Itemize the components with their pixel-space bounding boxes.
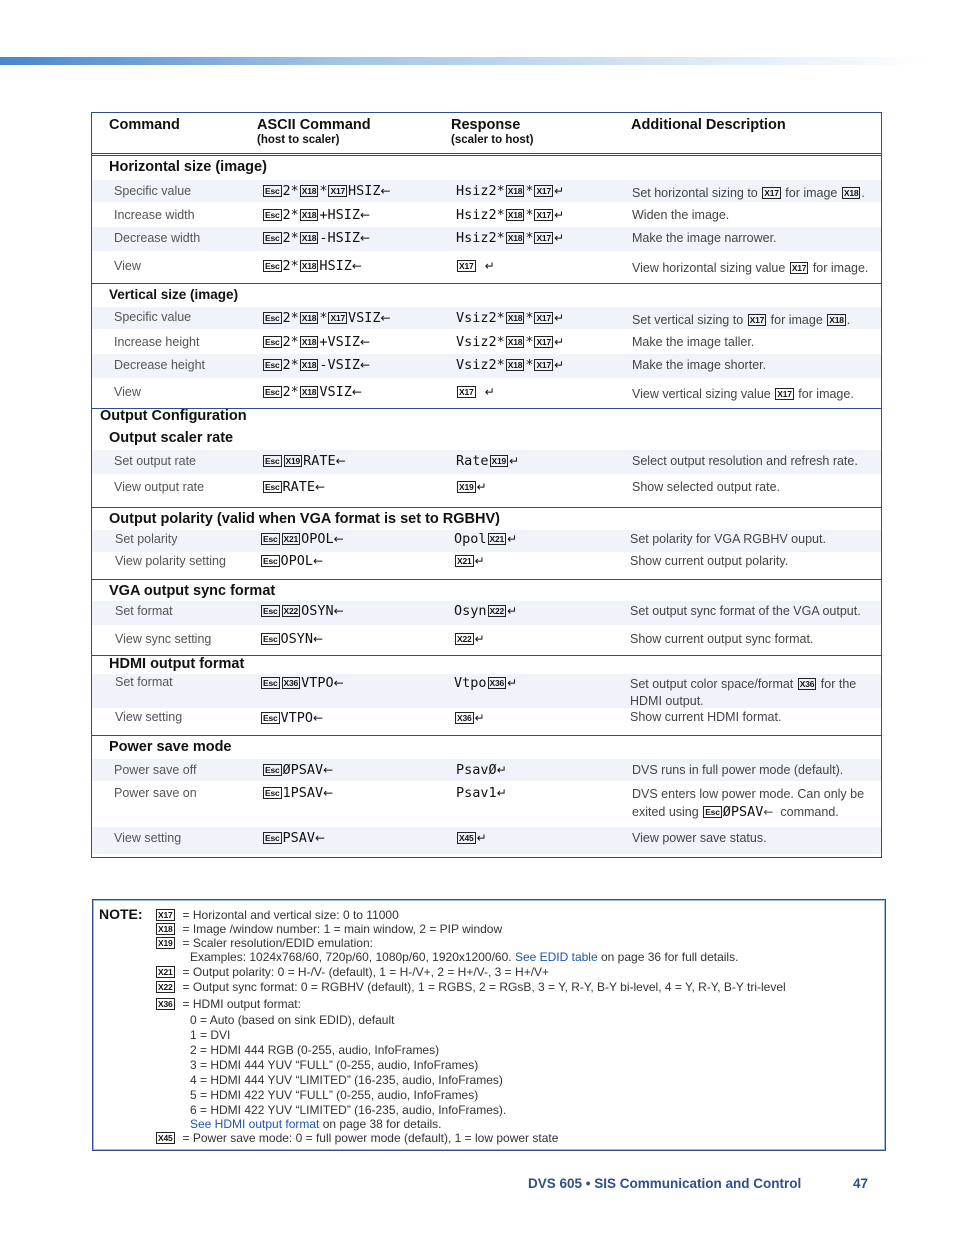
section-output-scaler-rate: Output scaler rate: [109, 430, 234, 446]
note-line: 4 = HDMI 444 YUV “LIMITED” (16-235, audio, InfoFrames): [190, 1073, 503, 1087]
table-row: Set polarity Esc X21 OPOL← Opol X21 ↵ Set polarity for VGA RGBHV ouput.: [92, 530, 881, 552]
left-arrow-icon: ←: [351, 385, 362, 399]
return-icon: ↵: [507, 676, 518, 690]
section-power-save-mode: Power save mode: [109, 739, 232, 755]
left-arrow-icon: ←: [351, 259, 362, 273]
left-arrow-icon: ←: [763, 805, 774, 819]
note-line: X18 = Image /window number: 1 = main window, 2 = PIP window: [158, 922, 503, 936]
table-row: View Esc 2* X18 VSIZ← X17 ↵ View vertical sizing value X17 for image.: [114, 384, 854, 401]
table-row: Increase height Esc 2* X18 +VSIZ← Vsiz2* X18 * X17 ↵ Make the image taller.: [114, 334, 755, 350]
table-row: Decrease width Esc 2* X18 -HSIZ← Hsiz2* X18 * X17 ↵ Make the image narrower.: [92, 227, 881, 251]
note-line: X45 = Power save mode: 0 = full power mode (default), 1 = low power state: [158, 1131, 559, 1145]
return-icon: ↵: [509, 454, 520, 468]
return-icon: ↵: [484, 385, 495, 399]
return-icon: ↵: [474, 711, 485, 725]
return-icon: ↵: [553, 208, 565, 222]
left-arrow-icon: ←: [380, 311, 391, 325]
table-row: Increase width Esc 2* X18 +HSIZ← Hsiz2* X18 * X17 ↵ Widen the image.: [114, 207, 730, 223]
left-arrow-icon: ←: [313, 632, 324, 646]
table-row: Decrease height Esc 2* X18 -VSIZ← Vsiz2* X18 * X17 ↵ Make the image shorter.: [92, 354, 881, 378]
left-arrow-icon: ←: [333, 676, 344, 690]
header-ascii: ASCII Command (host to scaler): [257, 117, 371, 146]
return-icon: ↵: [474, 632, 485, 646]
header-command: Command: [109, 117, 180, 133]
table-row: Specific value Esc 2* X18 * X17 VSIZ← Vsiz2* X18 * X17 ↵ Set vertical sizing to X17 for image X18 .: [92, 307, 881, 329]
table-row: Power save on Esc 1PSAV← Psav1↵ DVS enters low power mode. Can only be exited using Esc ØPSAV← command.: [114, 785, 865, 820]
left-arrow-icon: ←: [333, 604, 344, 618]
note-line: 1 = DVI: [190, 1028, 231, 1042]
row-divider: [92, 735, 881, 736]
left-arrow-icon: ←: [335, 454, 346, 468]
note-line: Examples: 1024x768/60, 720p/60, 1080p/60, 1920x1200/60. See EDID table on page 36 for full details.: [190, 950, 739, 964]
return-icon: ↵: [507, 532, 518, 546]
left-arrow-icon: ←: [359, 358, 371, 372]
return-icon: ↵: [496, 763, 507, 777]
table-row: Set format Esc X22 OSYN← Osyn X22 ↵ Set output sync format of the VGA output.: [92, 601, 881, 625]
left-arrow-icon: ←: [380, 184, 391, 198]
hdmi-output-format-link[interactable]: See HDMI output format: [190, 1117, 320, 1131]
table-row: View output rate Esc RATE← X19 ↵ Show selected output rate.: [114, 479, 781, 495]
table-row: View setting Esc VTPO← X36 ↵ Show current HDMI format.: [115, 710, 782, 726]
row-divider: [92, 283, 881, 284]
left-arrow-icon: ←: [315, 831, 326, 845]
header-response: Response (scaler to host): [451, 117, 534, 146]
note-line: 0 = Auto (based on sink EDID), default: [190, 1013, 395, 1027]
table-row: View setting Esc PSAV← X45 ↵ View power save status.: [92, 827, 881, 854]
section-output-configuration: Output Configuration: [100, 408, 247, 424]
table-row: Specific value Esc 2* X18 * X17 HSIZ← Hsiz2* X18 * X17 ↵ Set horizontal sizing to X17 for image X18 .: [92, 180, 881, 202]
section-output-polarity: Output polarity (valid when VGA format is set to RGBHV): [109, 511, 500, 527]
left-arrow-icon: ←: [313, 554, 324, 568]
note-line: X21 = Output polarity: 0 = H-/V- (default), 1 = H-/V+, 2 = H+/V-, 3 = H+/V+: [158, 965, 550, 979]
edid-table-link[interactable]: See EDID table: [514, 950, 598, 964]
note-title: NOTE:: [99, 906, 143, 922]
table-row: View polarity setting Esc OPOL← X21 ↵ Show current output polarity.: [115, 553, 789, 569]
left-arrow-icon: ←: [313, 711, 324, 725]
table-row: Power save off Esc ØPSAV← PsavØ↵ DVS runs in full power mode (default).: [92, 759, 881, 781]
note-box: [92, 899, 886, 1151]
row-divider: [92, 507, 881, 508]
note-line: 2 = HDMI 444 RGB (0-255, audio, InfoFrames): [190, 1043, 440, 1057]
note-line: 3 = HDMI 444 YUV “FULL” (0-255, audio, InfoFrames): [190, 1058, 479, 1072]
section-horizontal-size: Horizontal size (image): [109, 159, 267, 175]
left-arrow-icon: ←: [359, 335, 371, 349]
note-line: X36 = HDMI output format:: [158, 997, 301, 1011]
page-number: 47: [853, 1176, 869, 1191]
note-line: See HDMI output format on page 38 for details.: [190, 1117, 442, 1131]
return-icon: ↵: [553, 358, 565, 372]
return-icon: ↵: [476, 480, 487, 494]
return-icon: ↵: [553, 184, 565, 198]
note-line: X22 = Output sync format: 0 = RGBHV (default), 1 = RGBS, 2 = RGsB, 3 = Y, R-Y, B-Y bi-level, 4 = Y, R-Y, B-Y tri-level: [158, 980, 786, 994]
left-arrow-icon: ←: [359, 208, 371, 222]
note-line: X19 = Scaler resolution/EDID emulation:: [158, 936, 373, 950]
return-icon: ↵: [476, 831, 487, 845]
left-arrow-icon: ←: [315, 480, 326, 494]
table-row: View Esc 2* X18 HSIZ← X17 ↵ View horizontal sizing value X17 for image.: [114, 258, 869, 275]
return-icon: ↵: [484, 259, 495, 273]
row-divider: [92, 579, 881, 580]
note-line: 5 = HDMI 422 YUV “FULL” (0-255, audio, InfoFrames): [190, 1088, 479, 1102]
header-description: Additional Description: [631, 117, 786, 133]
table-row: Set format Esc X36 VTPO← Vtpo X36 ↵ Set output color space/format X36 for the HDMI output.: [92, 674, 881, 708]
esc-key-box: Esc: [265, 186, 280, 196]
return-icon: ↵: [553, 231, 565, 245]
note-line: 6 = HDMI 422 YUV “LIMITED” (16-235, audio, InfoFrames).: [190, 1103, 507, 1117]
return-icon: ↵: [507, 604, 518, 618]
note-line: X17 = Horizontal and vertical size: 0 to 11000: [158, 908, 399, 922]
section-vertical-size: Vertical size (image): [109, 287, 239, 302]
table-row: Set output rate Esc X19 RATE← Rate X19 ↵ Select output resolution and refresh rate.: [92, 450, 881, 474]
left-arrow-icon: ←: [359, 231, 371, 245]
section-vga-sync-format: VGA output sync format: [109, 583, 276, 599]
return-icon: ↵: [553, 311, 565, 325]
section-hdmi-output-format: HDMI output format: [109, 656, 245, 672]
top-gradient-bar: [0, 57, 930, 65]
return-icon: ↵: [474, 554, 485, 568]
command-table: [91, 112, 882, 858]
left-arrow-icon: ←: [323, 763, 334, 777]
left-arrow-icon: ←: [323, 786, 334, 800]
return-icon: ↵: [553, 335, 565, 349]
table-row: View sync setting Esc OSYN← X22 ↵ Show current output sync format.: [115, 631, 814, 647]
return-icon: ↵: [496, 786, 507, 800]
footer-title: DVS 605 • SIS Communication and Control: [528, 1176, 802, 1191]
table-header: [92, 113, 881, 156]
left-arrow-icon: ←: [333, 532, 344, 546]
